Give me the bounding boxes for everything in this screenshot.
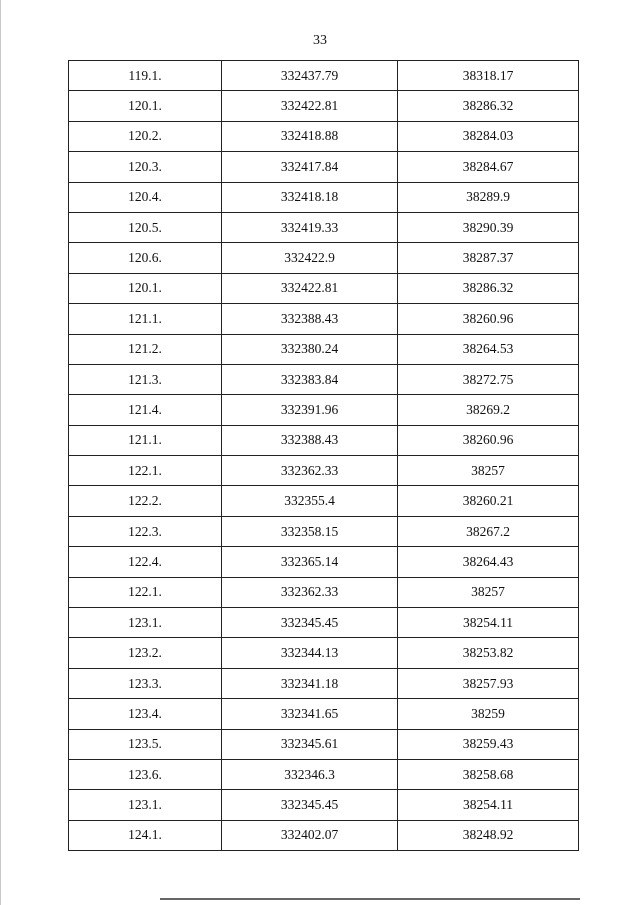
y-coordinate-cell: 38254.11 <box>398 790 579 820</box>
point-number-cell: 123.6. <box>69 759 222 789</box>
x-coordinate-cell: 332346.3 <box>222 759 398 789</box>
bottom-rule <box>160 898 580 900</box>
coordinates-table-body <box>69 61 579 851</box>
table-row <box>69 364 579 394</box>
point-number-cell: 123.3. <box>69 668 222 698</box>
y-coordinate-cell: 38257.93 <box>398 668 579 698</box>
point-number-cell: 120.3. <box>69 152 222 182</box>
point-number-cell: 120.5. <box>69 212 222 242</box>
point-number-cell: 123.2. <box>69 638 222 668</box>
x-coordinate-cell: 332417.84 <box>222 152 398 182</box>
table-row <box>69 668 579 698</box>
table-row <box>69 486 579 516</box>
table-row <box>69 152 579 182</box>
y-coordinate-cell: 38287.37 <box>398 243 579 273</box>
y-coordinate-cell: 38286.32 <box>398 91 579 121</box>
point-number-cell: 120.6. <box>69 243 222 273</box>
y-coordinate-cell: 38253.82 <box>398 638 579 668</box>
table-row <box>69 790 579 820</box>
y-coordinate-cell: 38258.68 <box>398 759 579 789</box>
point-number-cell: 122.4. <box>69 547 222 577</box>
y-coordinate-cell: 38284.67 <box>398 152 579 182</box>
x-coordinate-cell: 332345.45 <box>222 608 398 638</box>
y-coordinate-cell: 38254.11 <box>398 608 579 638</box>
point-number-cell: 121.2. <box>69 334 222 364</box>
x-coordinate-cell: 332355.4 <box>222 486 398 516</box>
y-coordinate-cell: 38257 <box>398 577 579 607</box>
y-coordinate-cell: 38260.96 <box>398 304 579 334</box>
table-row <box>69 759 579 789</box>
y-coordinate-cell: 38264.43 <box>398 547 579 577</box>
x-coordinate-cell: 332418.18 <box>222 182 398 212</box>
x-coordinate-cell: 332383.84 <box>222 364 398 394</box>
x-coordinate-cell: 332341.65 <box>222 699 398 729</box>
point-number-cell: 120.2. <box>69 121 222 151</box>
x-coordinate-cell: 332380.24 <box>222 334 398 364</box>
y-coordinate-cell: 38267.2 <box>398 516 579 546</box>
x-coordinate-cell: 332345.45 <box>222 790 398 820</box>
x-coordinate-cell: 332362.33 <box>222 577 398 607</box>
x-coordinate-cell: 332388.43 <box>222 425 398 455</box>
table-row <box>69 577 579 607</box>
x-coordinate-cell: 332418.88 <box>222 121 398 151</box>
table-row <box>69 395 579 425</box>
point-number-cell: 120.1. <box>69 273 222 303</box>
point-number-cell: 123.1. <box>69 790 222 820</box>
y-coordinate-cell: 38260.96 <box>398 425 579 455</box>
table-row <box>69 516 579 546</box>
x-coordinate-cell: 332345.61 <box>222 729 398 759</box>
point-number-cell: 121.1. <box>69 304 222 334</box>
point-number-cell: 122.1. <box>69 577 222 607</box>
table-row <box>69 61 579 91</box>
table-row <box>69 243 579 273</box>
x-coordinate-cell: 332437.79 <box>222 61 398 91</box>
x-coordinate-cell: 332422.81 <box>222 273 398 303</box>
y-coordinate-cell: 38284.03 <box>398 121 579 151</box>
table-row <box>69 425 579 455</box>
point-number-cell: 122.1. <box>69 456 222 486</box>
point-number-cell: 121.3. <box>69 364 222 394</box>
x-coordinate-cell: 332365.14 <box>222 547 398 577</box>
x-coordinate-cell: 332391.96 <box>222 395 398 425</box>
point-number-cell: 123.4. <box>69 699 222 729</box>
y-coordinate-cell: 38290.39 <box>398 212 579 242</box>
y-coordinate-cell: 38269.2 <box>398 395 579 425</box>
point-number-cell: 119.1. <box>69 61 222 91</box>
table-row <box>69 334 579 364</box>
x-coordinate-cell: 332422.81 <box>222 91 398 121</box>
y-coordinate-cell: 38260.21 <box>398 486 579 516</box>
y-coordinate-cell: 38318.17 <box>398 61 579 91</box>
table-row <box>69 547 579 577</box>
point-number-cell: 120.4. <box>69 182 222 212</box>
table-row <box>69 91 579 121</box>
table-row <box>69 608 579 638</box>
x-coordinate-cell: 332362.33 <box>222 456 398 486</box>
x-coordinate-cell: 332341.18 <box>222 668 398 698</box>
point-number-cell: 123.5. <box>69 729 222 759</box>
x-coordinate-cell: 332358.15 <box>222 516 398 546</box>
x-coordinate-cell: 332402.07 <box>222 820 398 850</box>
page-number: 33 <box>313 33 327 48</box>
x-coordinate-cell: 332344.13 <box>222 638 398 668</box>
table-row <box>69 820 579 850</box>
table-row <box>69 456 579 486</box>
point-number-cell: 122.3. <box>69 516 222 546</box>
x-coordinate-cell: 332388.43 <box>222 304 398 334</box>
point-number-cell: 124.1. <box>69 820 222 850</box>
table-row <box>69 638 579 668</box>
table-row <box>69 273 579 303</box>
y-coordinate-cell: 38286.32 <box>398 273 579 303</box>
x-coordinate-cell: 332422.9 <box>222 243 398 273</box>
point-number-cell: 120.1. <box>69 91 222 121</box>
y-coordinate-cell: 38289.9 <box>398 182 579 212</box>
point-number-cell: 123.1. <box>69 608 222 638</box>
table-row <box>69 121 579 151</box>
y-coordinate-cell: 38259.43 <box>398 729 579 759</box>
y-coordinate-cell: 38257 <box>398 456 579 486</box>
table-row <box>69 729 579 759</box>
table-row <box>69 699 579 729</box>
table-row <box>69 304 579 334</box>
y-coordinate-cell: 38272.75 <box>398 364 579 394</box>
point-number-cell: 121.1. <box>69 425 222 455</box>
x-coordinate-cell: 332419.33 <box>222 212 398 242</box>
coordinates-table <box>68 60 579 851</box>
point-number-cell: 122.2. <box>69 486 222 516</box>
table-row <box>69 182 579 212</box>
point-number-cell: 121.4. <box>69 395 222 425</box>
y-coordinate-cell: 38264.53 <box>398 334 579 364</box>
y-coordinate-cell: 38259 <box>398 699 579 729</box>
y-coordinate-cell: 38248.92 <box>398 820 579 850</box>
table-row <box>69 212 579 242</box>
